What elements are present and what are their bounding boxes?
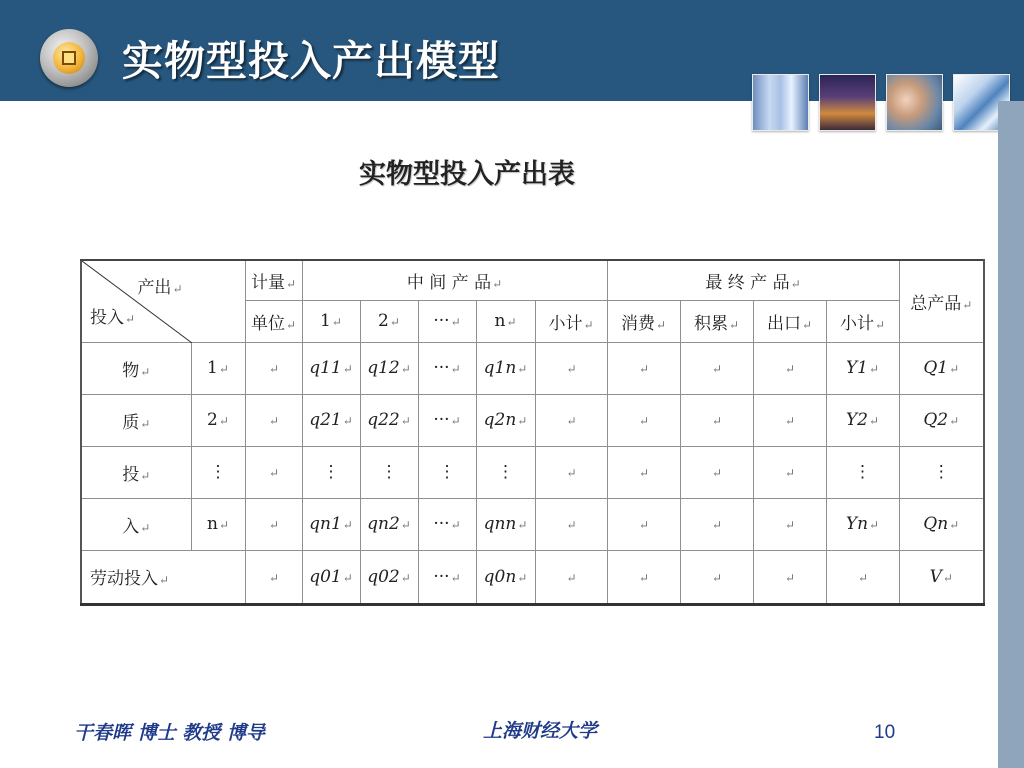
intermediate-col: n↵ [476,300,535,342]
labor-row [81,550,984,604]
data-cell: ↵ [680,498,753,550]
data-cell: ↵ [607,498,680,550]
data-cell: ↵ [535,342,607,394]
data-cell: q01↵ [302,550,360,604]
unit-cell: ↵ [245,498,302,550]
data-cell: ↵ [680,394,753,446]
data-cell: ↵ [753,550,826,604]
data-cell: qn2↵ [360,498,418,550]
phone-call-photo [886,74,943,131]
unit-header-bottom: 单位↵ [245,300,302,342]
group-label: 物↵ [81,342,191,394]
final-col: 出口↵ [753,300,826,342]
page-number: 10 [874,722,896,743]
unit-cell: ↵ [245,446,302,498]
intermediate-col: 2↵ [360,300,418,342]
labor-label: 劳动投入↵ [81,550,245,604]
data-cell: ↵ [607,446,680,498]
final-col: 消费↵ [607,300,680,342]
data-cell: ···↵ [418,394,476,446]
table-row [81,446,984,498]
io-table-wrapper [80,259,985,606]
data-cell: ↵ [753,498,826,550]
city-night-photo [819,74,876,131]
intermediate-col: 1↵ [302,300,360,342]
intermediate-subtotal-col: 小计↵ [535,300,607,342]
data-cell: ⋮ [360,446,418,498]
final-header: 最 终 产 品↵ [607,260,899,300]
data-cell: ↵ [607,550,680,604]
data-cell: ···↵ [418,498,476,550]
io-table [80,259,985,606]
table-row [81,498,984,550]
data-cell: ↵ [607,394,680,446]
row-index: n↵ [191,498,245,550]
final-subtotal-cell: Y1↵ [826,342,899,394]
total-cell: Q1↵ [899,342,984,394]
data-cell: ↵ [680,342,753,394]
total-cell: Q2↵ [899,394,984,446]
unit-header-top: 计量↵ [245,260,302,300]
corner-output-label: 产出↵ [137,278,183,298]
slide-title: 实物型投入产出模型 [122,37,500,85]
corner-cell [81,260,245,342]
intermediate-col: ···↵ [418,300,476,342]
group-label: 投↵ [81,446,191,498]
header-row-1 [81,260,984,300]
data-cell: qnn↵ [476,498,535,550]
row-index: ⋮ [191,446,245,498]
unit-cell: ↵ [245,550,302,604]
data-cell: ↵ [607,342,680,394]
final-subtotal-cell: Y2↵ [826,394,899,446]
data-cell: ⋮ [418,446,476,498]
data-cell: ↵ [535,446,607,498]
data-cell: ···↵ [418,342,476,394]
final-subtotal-col: 小计↵ [826,300,899,342]
group-label: 入↵ [81,498,191,550]
data-cell: ↵ [535,394,607,446]
data-cell: ↵ [826,550,899,604]
total-cell: Qn↵ [899,498,984,550]
data-cell: ↵ [753,342,826,394]
total-header: 总产品↵ [899,260,984,342]
table-row [81,394,984,446]
unit-cell: ↵ [245,394,302,446]
data-cell: q21↵ [302,394,360,446]
office-building-photo [752,74,809,131]
table-row [81,342,984,394]
group-label: 质↵ [81,394,191,446]
total-cell: ⋮ [899,446,984,498]
corner-input-label: 投入↵ [90,307,136,328]
data-cell: ↵ [535,550,607,604]
data-cell: ↵ [753,446,826,498]
unit-cell: ↵ [245,342,302,394]
data-cell: ⋮ [476,446,535,498]
data-cell: q12↵ [360,342,418,394]
table-title: 实物型投入产出表 [359,159,575,190]
data-cell: ↵ [680,446,753,498]
final-subtotal-cell: Yn↵ [826,498,899,550]
data-cell: q22↵ [360,394,418,446]
row-index: 2↵ [191,394,245,446]
data-cell: q0n↵ [476,550,535,604]
data-cell: ↵ [680,550,753,604]
intermediate-header: 中 间 产 品↵ [302,260,607,300]
data-cell: q11↵ [302,342,360,394]
final-col: 积累↵ [680,300,753,342]
data-cell: ↵ [535,498,607,550]
side-bar [998,101,1024,768]
data-cell: qn1↵ [302,498,360,550]
data-cell: ···↵ [418,550,476,604]
header-bar [0,0,1024,101]
data-cell: q02↵ [360,550,418,604]
data-cell: ⋮ [302,446,360,498]
data-cell: q1n↵ [476,342,535,394]
author-credit: 干春晖 博士 教授 博导 [74,722,265,744]
final-subtotal-cell: ⋮ [826,446,899,498]
data-cell: ↵ [753,394,826,446]
university-name: 上海财经大学 [483,720,598,742]
row-index: 1↵ [191,342,245,394]
logo-icon [40,29,98,87]
total-cell: V↵ [899,550,984,604]
data-cell: q2n↵ [476,394,535,446]
